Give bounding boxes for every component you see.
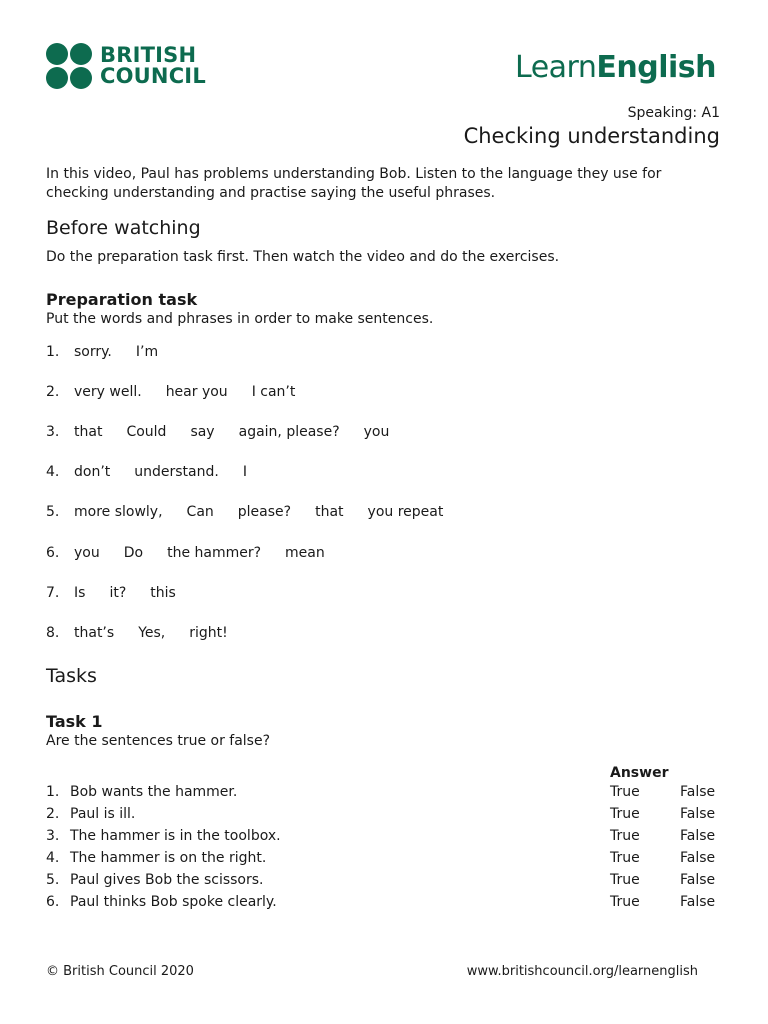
question-row: 4. The hammer is on the right. True False: [46, 850, 716, 866]
true-option[interactable]: True: [610, 784, 640, 800]
prep-item: 5. more slowly, Can please? that you repeat: [46, 504, 444, 520]
answer-column-header: Answer: [610, 765, 669, 781]
prep-item: 7. Is it? this: [46, 585, 176, 601]
question-row: 6. Paul thinks Bob spoke clearly. True False: [46, 894, 716, 910]
footer-url-link[interactable]: www.britishcouncil.org/learnenglish: [466, 964, 698, 979]
false-option[interactable]: False: [680, 806, 716, 822]
task1-instruction: Are the sentences true or false?: [46, 733, 271, 749]
true-option[interactable]: True: [610, 872, 640, 888]
prep-item: 4. don’t understand. I: [46, 464, 247, 480]
prep-item: 6. you Do the hammer? mean: [46, 545, 325, 561]
preparation-task-instruction: Put the words and phrases in order to make sentences.: [46, 311, 434, 327]
preparation-task-heading: Preparation task: [46, 290, 198, 309]
logo-dots-icon: [46, 43, 93, 89]
false-option[interactable]: False: [680, 828, 716, 844]
before-watching-text: Do the preparation task first. Then watch the video and do the exercises.: [46, 249, 560, 265]
question-row: 3. The hammer is in the toolbox. True False: [46, 828, 716, 844]
question-row: 2. Paul is ill. True False: [46, 806, 716, 822]
page-title: Checking understanding: [463, 124, 720, 148]
prep-item: 1. sorry. I’m: [46, 344, 159, 360]
prep-item: 2. very well. hear you I can’t: [46, 384, 296, 400]
tasks-heading: Tasks: [46, 665, 97, 687]
false-option[interactable]: False: [680, 872, 716, 888]
prep-item: 8. that’s Yes, right!: [46, 625, 228, 641]
level-label: Speaking: A1: [627, 105, 720, 121]
question-row: 5. Paul gives Bob the scissors. True False: [46, 872, 716, 888]
question-row: 1. Bob wants the hammer. True False: [46, 784, 716, 800]
true-option[interactable]: True: [610, 806, 640, 822]
before-watching-heading: Before watching: [46, 217, 201, 239]
false-option[interactable]: False: [680, 894, 716, 910]
british-council-logo: [46, 43, 206, 89]
task1-heading: Task 1: [46, 712, 103, 731]
footer-copyright: © British Council 2020: [46, 964, 194, 979]
false-option[interactable]: False: [680, 784, 716, 800]
logo-wordmark: BRITISH COUNCIL: [100, 43, 206, 88]
learnenglish-logo: LearnEnglish: [515, 50, 716, 85]
true-option[interactable]: True: [610, 828, 640, 844]
true-option[interactable]: True: [610, 894, 640, 910]
true-option[interactable]: True: [610, 850, 640, 866]
false-option[interactable]: False: [680, 850, 716, 866]
intro-paragraph: In this video, Paul has problems understanding Bob. Listen to the language they use for checking understanding and practise saying the useful phrases.: [46, 166, 662, 201]
prep-item: 3. that Could say again, please? you: [46, 424, 390, 440]
